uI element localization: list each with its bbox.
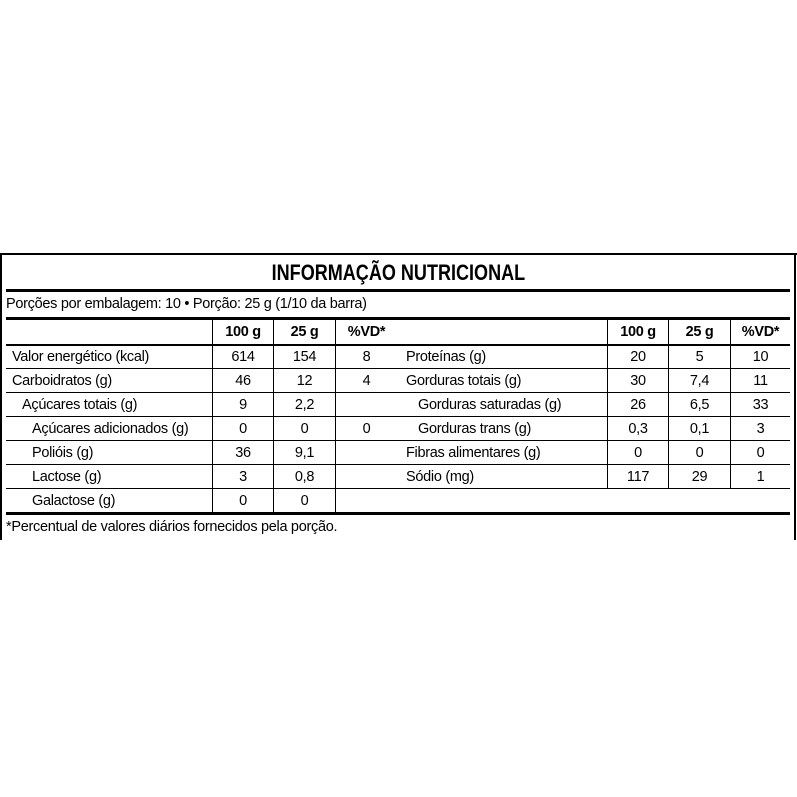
value-25g: 0 (695, 445, 704, 461)
value-vd: 10 (752, 349, 769, 365)
value-100g: 0,3 (628, 421, 648, 437)
value-25g: 0,1 (689, 421, 710, 437)
header-100g: 100 g (620, 324, 656, 340)
value-vd (336, 465, 397, 489)
value-100g: 0 (239, 493, 247, 509)
nutrient-name: Gorduras totais (g) (406, 373, 522, 389)
nutrient-row (0, 465, 797, 489)
value-100g: 9 (239, 397, 247, 413)
value-100g: 3 (239, 469, 247, 485)
header-25g: 25 g (685, 324, 714, 340)
value-25g: 2,2 (294, 397, 315, 413)
nutrient-row (0, 369, 797, 393)
value-25g: 6,5 (689, 397, 710, 413)
value-25g: 29 (691, 469, 708, 485)
nutrient-name: Proteínas (g) (406, 349, 486, 365)
value-100g: 46 (235, 373, 251, 389)
value-vd (336, 441, 397, 465)
value-25g: 9,1 (294, 445, 315, 461)
nutrient-name: Carboidratos (g) (12, 373, 112, 389)
value-25g: 5 (695, 349, 704, 365)
serving-info: Porções por embalagem: 10 • Porção: 25 g (1/10 da barra) (6, 296, 367, 312)
value-100g: 117 (626, 469, 650, 485)
table-top-border (0, 253, 797, 255)
value-100g: 0 (634, 445, 642, 461)
value-vd: 8 (362, 349, 371, 365)
nutrient-row (0, 345, 797, 369)
value-25g: 0 (300, 421, 309, 437)
value-vd: 1 (756, 469, 765, 485)
value-100g: 0 (239, 421, 247, 437)
header-row (0, 320, 797, 344)
value-100g: 36 (235, 445, 251, 461)
nutrient-name: Açúcares adicionados (g) (32, 421, 189, 437)
value-vd (336, 489, 397, 513)
nutrient-name: Galactose (g) (32, 493, 116, 509)
nutrient-name: Gorduras trans (g) (418, 421, 532, 437)
nutrient-row (0, 417, 797, 441)
value-25g: 7,4 (689, 373, 710, 389)
value-vd (336, 393, 397, 417)
value-vd: 33 (752, 397, 769, 413)
table-title: INFORMAÇÃO NUTRICIONAL (271, 260, 526, 285)
header-100g: 100 g (225, 324, 261, 340)
value-100g: 26 (630, 397, 646, 413)
value-100g: 30 (630, 373, 646, 389)
nutrient-name: Gorduras saturadas (g) (418, 397, 562, 413)
header-vd: %VD* (741, 324, 780, 340)
nutrient-name: Fibras alimentares (g) (406, 445, 541, 461)
value-100g: 614 (231, 349, 255, 365)
nutrient-name: Valor energético (kcal) (12, 349, 150, 365)
value-25g: 0 (300, 493, 309, 509)
value-25g: 154 (292, 349, 317, 365)
footnote: *Percentual de valores diários fornecidos pela porção. (6, 519, 338, 535)
value-vd: 3 (756, 421, 765, 437)
value-vd: 11 (753, 373, 768, 389)
nutrient-row (0, 441, 797, 465)
header-vd: %VD* (347, 324, 386, 340)
nutrient-name: Lactose (g) (32, 469, 102, 485)
nutrient-name: Sódio (mg) (406, 469, 474, 485)
nutrient-row (0, 489, 797, 513)
value-vd: 0 (756, 445, 765, 461)
value-25g: 12 (296, 373, 313, 389)
value-vd: 0 (362, 421, 371, 437)
value-25g: 0,8 (294, 469, 315, 485)
header-25g: 25 g (290, 324, 319, 340)
value-100g: 20 (630, 349, 646, 365)
nutrient-name: Açúcares totais (g) (22, 397, 138, 413)
nutrient-row (0, 393, 797, 417)
nutrient-name: Polióis (g) (32, 445, 94, 461)
value-vd: 4 (362, 373, 371, 389)
